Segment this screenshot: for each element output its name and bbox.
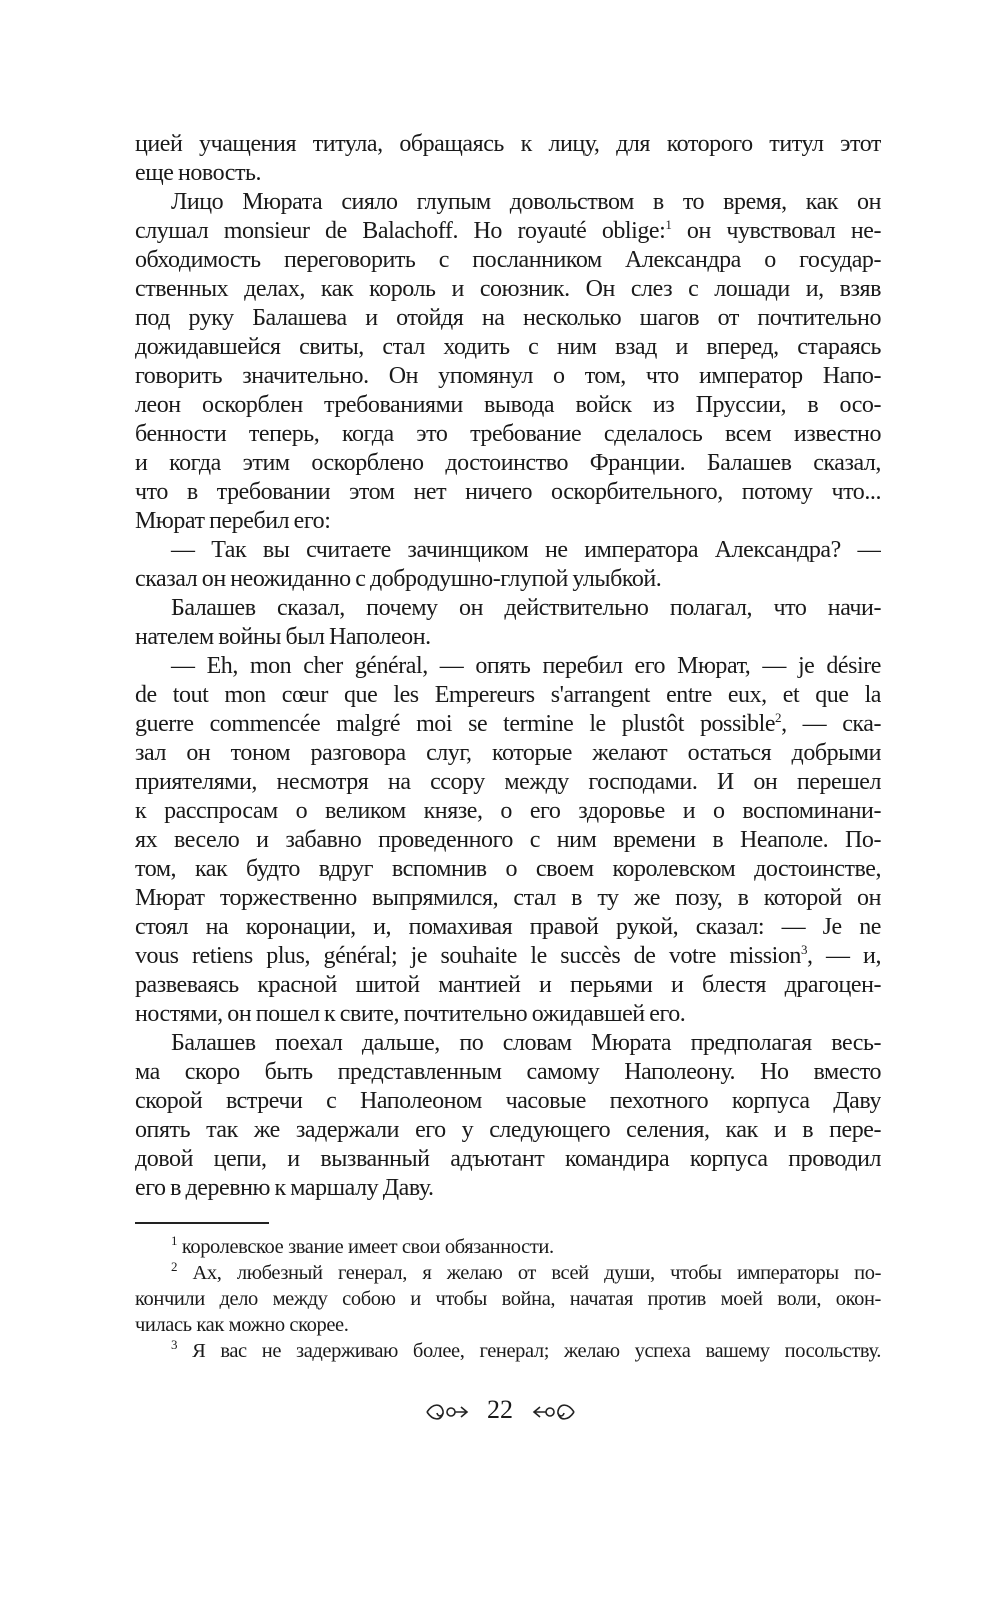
text-line: [135, 1087, 881, 1116]
line-text: опять так же задержали его у следующего селения, как и в пере-: [135, 1117, 881, 1143]
text-line: [135, 565, 881, 594]
body-text: [135, 130, 881, 1203]
line-text: скорой встречи с Наполеоном часовые пехотного корпуса Даву: [135, 1088, 881, 1114]
line-text: ностями, он пошел к свите, почтительно ожидавшей его.: [135, 1001, 686, 1027]
line-text: — Eh, mon cher général, — опять перебил его Мюрат, — je désire: [171, 653, 881, 679]
footnote-line: [135, 1312, 881, 1338]
text-line: [135, 942, 881, 971]
line-text: бенности теперь, когда это требование сделалось всем известно: [135, 421, 881, 447]
line-text: ственных делах, как король и союзник. Он слез с лошади и, взяв: [135, 276, 881, 302]
ornament-left-icon: [425, 1399, 469, 1425]
text-line: [135, 971, 881, 1000]
line-text: еще новость.: [135, 160, 262, 186]
footnote-reference: 3: [800, 942, 808, 957]
footnote-marker: 1: [171, 1233, 178, 1249]
line-text: , — ска-: [781, 711, 881, 737]
text-line: [135, 1000, 881, 1029]
line-text: обходимость переговорить с посланником Александра о государ-: [135, 247, 881, 273]
text-line: [135, 710, 881, 739]
text-line: [135, 188, 881, 217]
footnote-line: [135, 1260, 881, 1286]
text-line: [135, 1058, 881, 1087]
text-line: [135, 1174, 881, 1203]
text-line: [135, 536, 881, 565]
text-line: [135, 478, 881, 507]
line-text: Лицо Мюрата сияло глупым довольством в то время, как он: [171, 189, 881, 215]
text-line: [135, 594, 881, 623]
text-line: [135, 246, 881, 275]
text-line: [135, 623, 881, 652]
text-line: [135, 1116, 881, 1145]
line-text: Ах, любезный генерал, я желаю от всей души, чтобы императоры по-: [177, 1262, 881, 1284]
line-text: дожидавшейся свиты, стал ходить с ним взад и вперед, стараясь: [135, 334, 881, 360]
text-line: [135, 739, 881, 768]
text-line: [135, 913, 881, 942]
line-text: к расспросам о великом князе, о его здоровье и о воспоминани-: [135, 798, 881, 824]
footnotes: [135, 1234, 881, 1364]
line-text: Балашев сказал, почему он действительно полагал, что начи-: [171, 595, 881, 621]
ornament-right-icon: [532, 1399, 576, 1425]
line-text: — Так вы считаете зачинщиком не императора Александра? —: [171, 537, 881, 563]
line-text: королевское звание имеет свои обязанности.: [177, 1236, 554, 1258]
line-text: под руку Балашева и отойдя на несколько шагов от почтительно: [135, 305, 881, 331]
footnote-reference: 2: [775, 710, 782, 725]
line-text: Мюрат перебил его:: [135, 508, 331, 534]
text-line: [135, 797, 881, 826]
line-text: , — и,: [807, 943, 881, 969]
line-text: его в деревню к маршалу Даву.: [135, 1175, 434, 1201]
line-text: зал он тоном разговора слуг, которые желают остаться добрыми: [135, 740, 881, 766]
page-number: 22: [487, 1395, 513, 1424]
text-line: [135, 1145, 881, 1174]
line-text: чилась как можно скорее.: [135, 1314, 349, 1336]
line-text: и когда этим оскорблено достоинство Франции. Балашев сказал,: [135, 450, 881, 476]
footnote-marker: 3: [171, 1338, 178, 1353]
line-text: леон оскорблен требованиями вывода войск из Пруссии, в осо-: [135, 392, 881, 418]
line-text: Мюрат торжественно выпрямился, стал в ту же позу, в которой он: [135, 885, 881, 911]
line-text: ях весело и забавно проведенного с ним времени в Неаполе. По-: [135, 827, 881, 853]
line-text: стоял на коронации, и, помахивая правой рукой, сказал: — Je ne: [135, 914, 881, 940]
line-text: vous retiens plus, général; je souhaite le succès de votre mission: [135, 943, 801, 969]
line-text: довой цепи, и вызванный адъютант командира корпуса проводил: [135, 1146, 881, 1172]
line-text: ма скоро быть представленным самому Наполеону. Но вместо: [135, 1059, 881, 1085]
line-text: том, как будто вдруг вспомнив о своем королевском достоинстве,: [135, 856, 881, 882]
line-text: он чувствовал не-: [671, 218, 881, 244]
line-text: guerre commencée malgré moi se termine le plustôt possible: [135, 711, 776, 737]
line-text: сказал он неожиданно с добродушно-глупой улыбкой.: [135, 566, 662, 592]
text-line: [135, 362, 881, 391]
text-line: [135, 420, 881, 449]
text-line: [135, 130, 881, 159]
line-text: Балашев поехал дальше, по словам Мюрата предполагая весь-: [171, 1030, 881, 1056]
footnote-line: [135, 1338, 881, 1364]
footnote-line: [135, 1234, 881, 1260]
line-text: Я вас не задерживаю более, генерал; желаю успеха вашему посольству.: [177, 1340, 881, 1362]
line-text: слушал monsieur de Balachoff. Но royauté oblige:: [135, 218, 666, 244]
page-folio: [0, 1390, 1000, 1430]
line-text: приятелями, несмотря на ссору между господами. И он перешел: [135, 769, 881, 795]
text-line: [135, 304, 881, 333]
text-line: [135, 507, 881, 536]
text-line: [135, 391, 881, 420]
line-text: de tout mon cœur que les Empereurs s'arrangent entre eux, et que la: [135, 682, 881, 708]
footnote-marker: 2: [171, 1260, 178, 1275]
text-line: [135, 333, 881, 362]
line-text: цией учащения титула, обращаясь к лицу, для которого титул этот: [135, 131, 881, 157]
text-line: [135, 855, 881, 884]
text-line: [135, 1029, 881, 1058]
text-line: [135, 217, 881, 246]
line-text: развеваясь красной шитой мантией и перьями и блестя драгоцен-: [135, 972, 881, 998]
text-line: [135, 159, 881, 188]
footnote-line: [135, 1286, 881, 1312]
footnote-reference: 1: [665, 217, 672, 232]
text-line: [135, 768, 881, 797]
text-line: [135, 681, 881, 710]
text-line: [135, 275, 881, 304]
line-text: нателем войны был Наполеон.: [135, 624, 431, 650]
line-text: кончили дело между собою и чтобы война, начатая против моей воли, окон-: [135, 1288, 881, 1310]
text-line: [135, 884, 881, 913]
text-line: [135, 826, 881, 855]
line-text: говорить значительно. Он упомянул о том, что император Напо-: [135, 363, 881, 389]
footnote-separator: [135, 1222, 269, 1224]
line-text: что в требовании этом нет ничего оскорбительного, потому что...: [135, 479, 881, 505]
text-line: [135, 449, 881, 478]
text-line: [135, 652, 881, 681]
